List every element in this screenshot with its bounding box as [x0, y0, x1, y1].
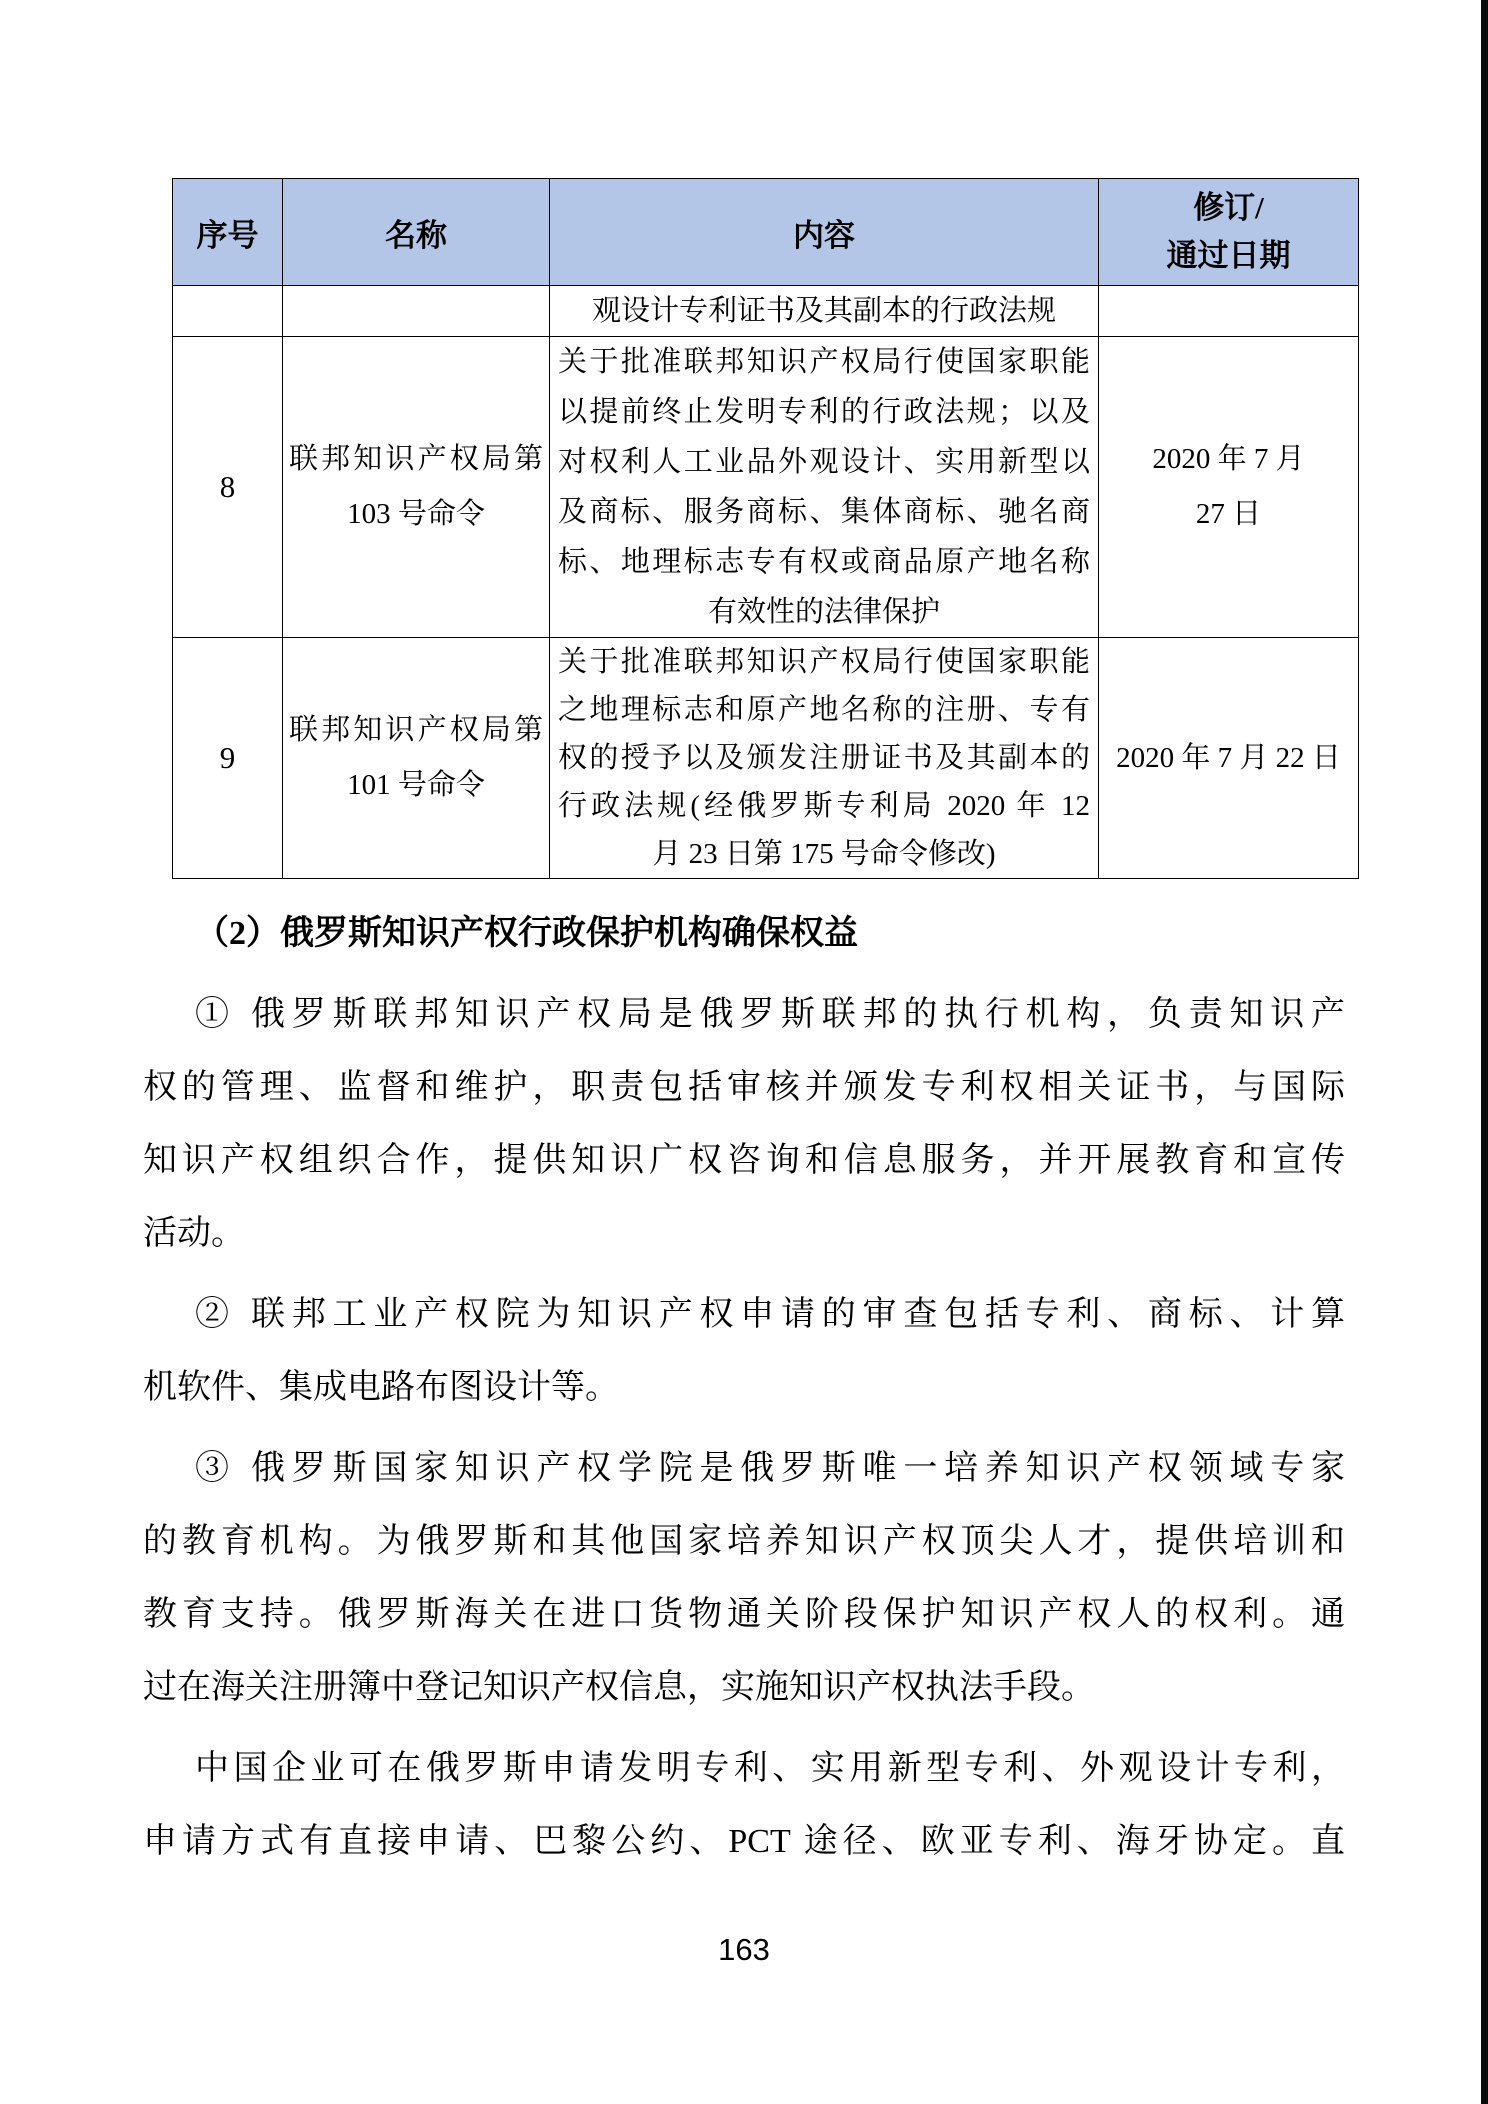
paragraph-line: 的教育机构。为俄罗斯和其他国家培养知识产权顶尖人才，提供培训和 — [143, 1523, 1345, 1560]
cell-date — [1099, 337, 1359, 638]
date-line: 2020 年 7 月 22 日 — [1116, 741, 1341, 774]
paragraph-line: 活动。 — [143, 1215, 245, 1252]
paragraph-line: 过在海关注册簿中登记知识产权信息，实施知识产权执法手段。 — [143, 1669, 1095, 1706]
cell-content — [550, 337, 1099, 638]
cell-name — [283, 638, 550, 879]
section-heading: （2）俄罗斯知识产权行政保护机构确保权益 — [195, 915, 858, 952]
content-line: 关于批准联邦知识产权局行使国家职能 — [558, 646, 1090, 678]
header-cell-content: 内容 — [550, 179, 1099, 286]
scan-edge — [1481, 0, 1488, 2104]
cell-date — [1099, 638, 1359, 879]
body-text — [143, 897, 1345, 1878]
content-line: 对权利人工业品外观设计、实用新型以 — [558, 446, 1090, 478]
header-date-line2: 通过日期 — [1166, 238, 1291, 273]
paragraph-line: 中国企业可在俄罗斯申请发明专利、实用新型专利、外观设计专利， — [195, 1750, 1345, 1787]
cell-content — [550, 638, 1099, 879]
paragraph-line: 机软件、集成电路布图设计等。 — [143, 1369, 619, 1406]
table-row-8 — [173, 337, 1359, 638]
header-date-line1: 修订/ — [1193, 190, 1264, 225]
name-line: 103 号命令 — [347, 498, 485, 530]
content-line: 之地理标志和原产地名称的注册、专有 — [558, 694, 1090, 726]
content-line: 观设计专利证书及其副本的行政法规 — [591, 295, 1056, 327]
paragraph-line: 申请方式有直接申请、巴黎公约、PCT 途径、欧亚专利、海牙协定。直 — [143, 1823, 1345, 1860]
cell-name — [283, 286, 550, 337]
table-row-9 — [173, 638, 1359, 879]
date-line: 2020 年 7 月 — [1152, 443, 1305, 475]
paragraph-3 — [143, 1432, 1345, 1724]
regulations-table — [172, 178, 1359, 879]
name-line: 联邦知识产权局第 — [289, 714, 543, 746]
paragraph-4 — [143, 1732, 1345, 1878]
header-cell-no: 序号 — [173, 179, 283, 286]
paragraph-line: ② 联邦工业产权院为知识产权申请的审查包括专利、商标、计算 — [195, 1296, 1345, 1333]
paragraph-line: 教育支持。俄罗斯海关在进口货物通关阶段保护知识产权人的权利。通 — [143, 1596, 1345, 1633]
page-number: 163 — [718, 1932, 770, 1967]
cell-date — [1099, 286, 1359, 337]
table-header-row — [173, 179, 1359, 286]
header-cell-name: 名称 — [283, 179, 550, 286]
paragraph-2 — [143, 1278, 1345, 1424]
cell-no — [173, 286, 283, 337]
content-line: 标、地理标志专有权或商品原产地名称 — [558, 546, 1090, 578]
content-line: 及商标、服务商标、集体商标、驰名商 — [558, 496, 1090, 528]
content-line: 关于批准联邦知识产权局行使国家职能 — [558, 346, 1090, 378]
content-line: 权的授予以及颁发注册证书及其副本的 — [558, 742, 1090, 774]
content-line: 月 23 日第 175 号命令修改) — [652, 838, 996, 870]
paragraph-line: ① 俄罗斯联邦知识产权局是俄罗斯联邦的执行机构，负责知识产 — [195, 996, 1345, 1033]
name-line: 101 号命令 — [347, 769, 485, 801]
date-line: 27 日 — [1195, 498, 1262, 530]
paragraph-line: ③ 俄罗斯国家知识产权学院是俄罗斯唯一培养知识产权领域专家 — [195, 1450, 1345, 1487]
name-line: 联邦知识产权局第 — [289, 443, 543, 475]
cell-no: 8 — [173, 337, 283, 638]
cell-content — [550, 286, 1099, 337]
content-line: 行政法规(经俄罗斯专利局 2020 年 12 — [558, 790, 1090, 822]
content-line: 有效性的法律保护 — [707, 596, 940, 628]
table-row-continuation — [173, 286, 1359, 337]
header-cell-date — [1099, 179, 1359, 286]
paragraph-line: 权的管理、监督和维护，职责包括审核并颁发专利权相关证书，与国际 — [143, 1069, 1345, 1106]
paragraph-1 — [143, 978, 1345, 1270]
cell-no: 9 — [173, 638, 283, 879]
cell-name — [283, 337, 550, 638]
content-line: 以提前终止发明专利的行政法规；以及 — [558, 396, 1090, 428]
paragraph-line: 知识产权组织合作，提供知识广权咨询和信息服务，并开展教育和宣传 — [143, 1142, 1345, 1179]
